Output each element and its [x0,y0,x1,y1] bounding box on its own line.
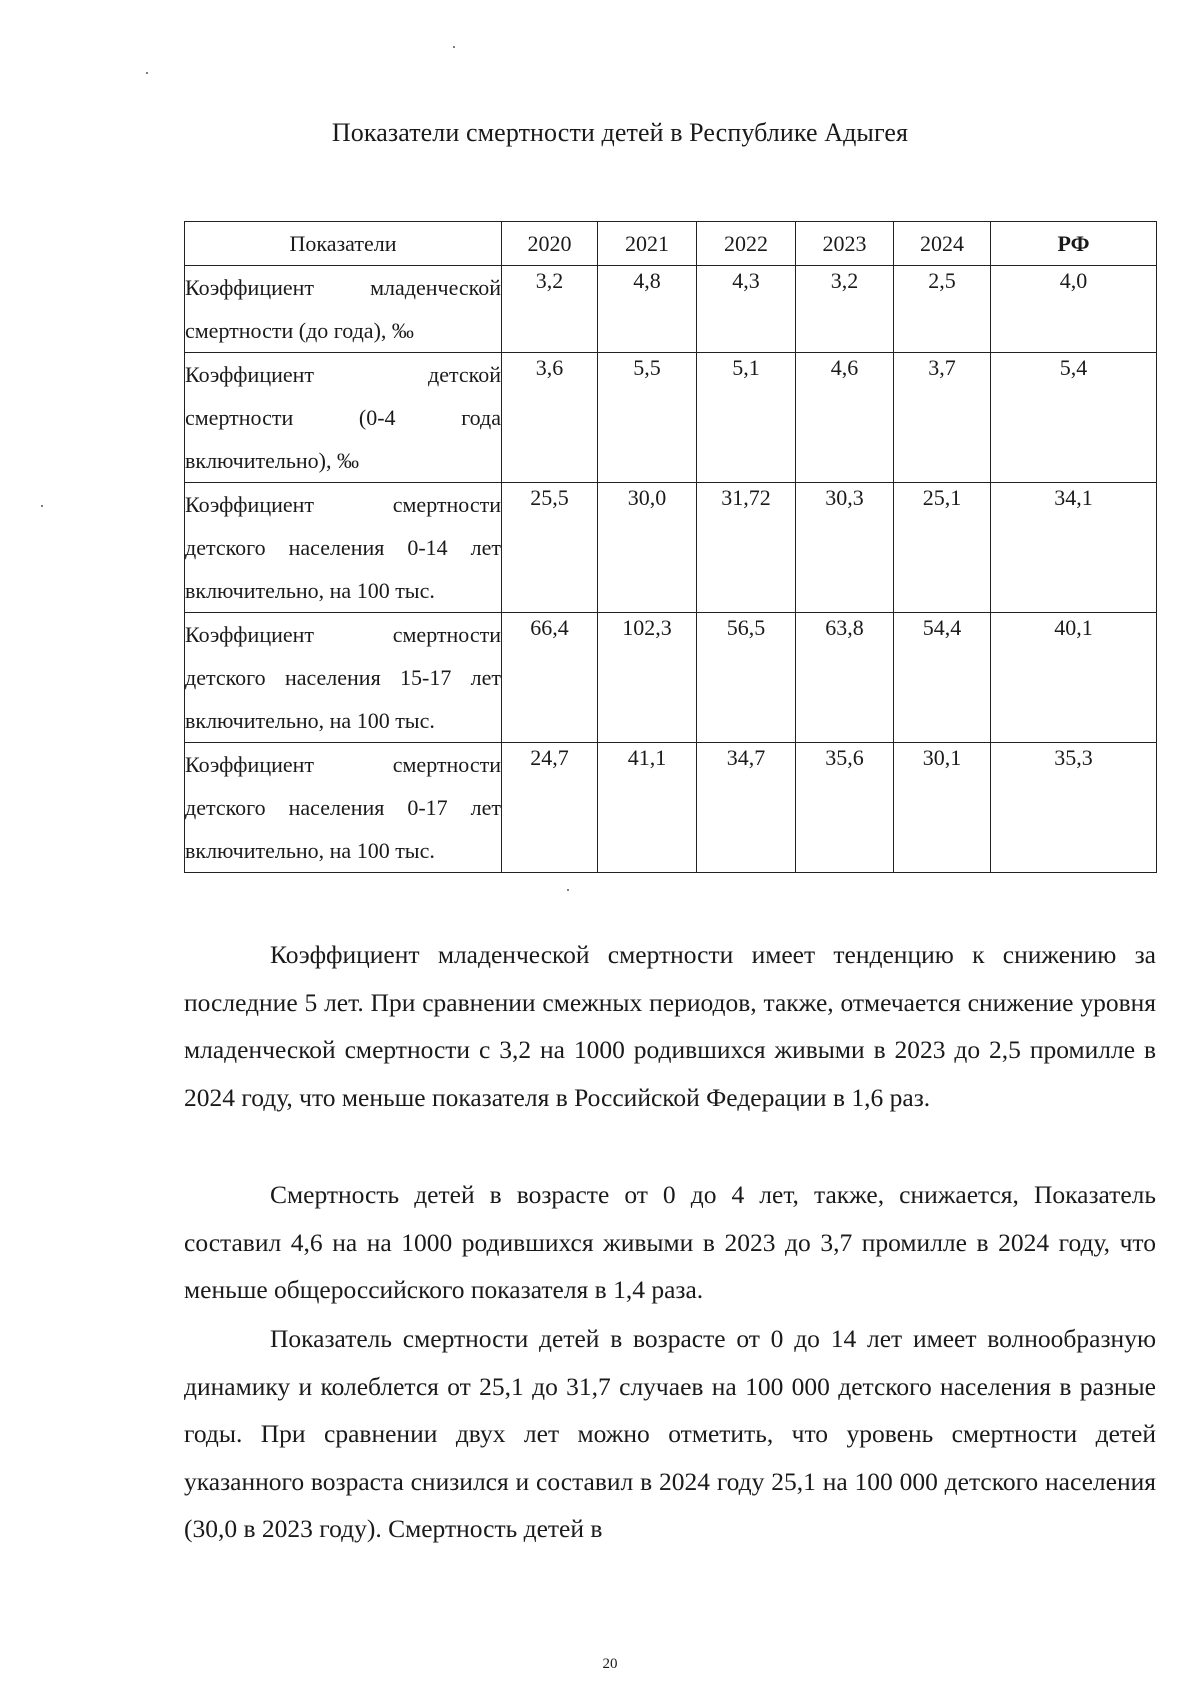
paragraph-text: Коэффициент младенческой смертности имеет тенденцию к снижению за последние 5 лет. При сравнении смежных периодов, также, отмечается снижение уровня младенческой смертности с 3,2 на 1000 родившихся живыми в 2023 до 2,5 промилле в 2024 году, что меньше показателя в Российской Федерации в 1,6 раз. [184,940,1156,1112]
row-label: Коэффициент смертности детского населения 0-17 лет включительно, на 100 тыс. [185,743,502,873]
mortality-table [184,221,1157,873]
table-cell: 3,6 [502,353,598,483]
table-row [185,353,1157,483]
table-cell: 102,3 [598,613,697,743]
table-header-row [185,222,1157,266]
row-label: Коэффициент младенческой смертности (до года), ‰ [185,266,502,353]
table-cell: 40,1 [991,613,1157,743]
table-cell: 3,2 [502,266,598,353]
table-row [185,483,1157,613]
table-cell: 31,72 [697,483,796,613]
table-cell: 30,1 [894,743,991,873]
column-header: 2024 [894,222,991,266]
table-cell: 54,4 [894,613,991,743]
column-header: 2020 [502,222,598,266]
table-cell: 5,1 [697,353,796,483]
body-paragraph [184,1171,1156,1314]
table-cell: 24,7 [502,743,598,873]
table-cell: 25,1 [894,483,991,613]
table-cell: 2,5 [894,266,991,353]
column-header: Показатели [185,222,502,266]
table-cell: 4,8 [598,266,697,353]
table-cell: 3,2 [796,266,894,353]
table-cell: 34,1 [991,483,1157,613]
paragraph-text: Смертность детей в возрасте от 0 до 4 лет, также, снижается, Показатель составил 4,6 на на 1000 родившихся живыми в 2023 до 3,7 промилле в 2024 году, что меньше общероссийского показателя в 1,4 раза. [184,1180,1156,1304]
page-title: Показатели смертности детей в Республике Адыгея [331,118,909,147]
table-cell: 56,5 [697,613,796,743]
body-paragraph [184,931,1156,1121]
table-cell: 4,0 [991,266,1157,353]
column-header: 2022 [697,222,796,266]
table-cell: 3,7 [894,353,991,483]
table-row [185,266,1157,353]
scan-speck [41,505,43,507]
row-label: Коэффициент смертности детского населения 0-14 лет включительно, на 100 тыс. [185,483,502,613]
table-cell: 30,3 [796,483,894,613]
scan-speck [453,46,455,48]
paragraph-text: Показатель смертности детей в возрасте от 0 до 14 лет имеет волнообразную динамику и колеблется от 25,1 до 31,7 случаев на 100 000 детского населения в разные годы. При сравнении двух лет можно отметить, что уровень смертности детей указанного возраста снизился и составил в 2024 году 25,1 на 100 000 детского населения (30,0 в 2023 году). Смертность детей в [184,1324,1156,1543]
table-cell: 63,8 [796,613,894,743]
table-cell: 5,4 [991,353,1157,483]
row-label: Коэффициент смертности детского населения 15-17 лет включительно, на 100 тыс. [185,613,502,743]
table-cell: 35,6 [796,743,894,873]
table-cell: 34,7 [697,743,796,873]
column-header: РФ [991,222,1157,266]
table-cell: 25,5 [502,483,598,613]
table-cell: 35,3 [991,743,1157,873]
table-cell: 5,5 [598,353,697,483]
table-cell: 41,1 [598,743,697,873]
body-paragraph [184,1315,1156,1553]
column-header: 2023 [796,222,894,266]
page-number: 20 [602,1656,618,1672]
table-cell: 4,3 [697,266,796,353]
table-cell: 30,0 [598,483,697,613]
table-row [185,613,1157,743]
scan-speck [567,889,569,891]
table-cell: 4,6 [796,353,894,483]
table-row [185,743,1157,873]
scan-speck [146,72,148,74]
column-header: 2021 [598,222,697,266]
table-cell: 66,4 [502,613,598,743]
row-label: Коэффициент детской смертности (0-4 года включительно), ‰ [185,353,502,483]
